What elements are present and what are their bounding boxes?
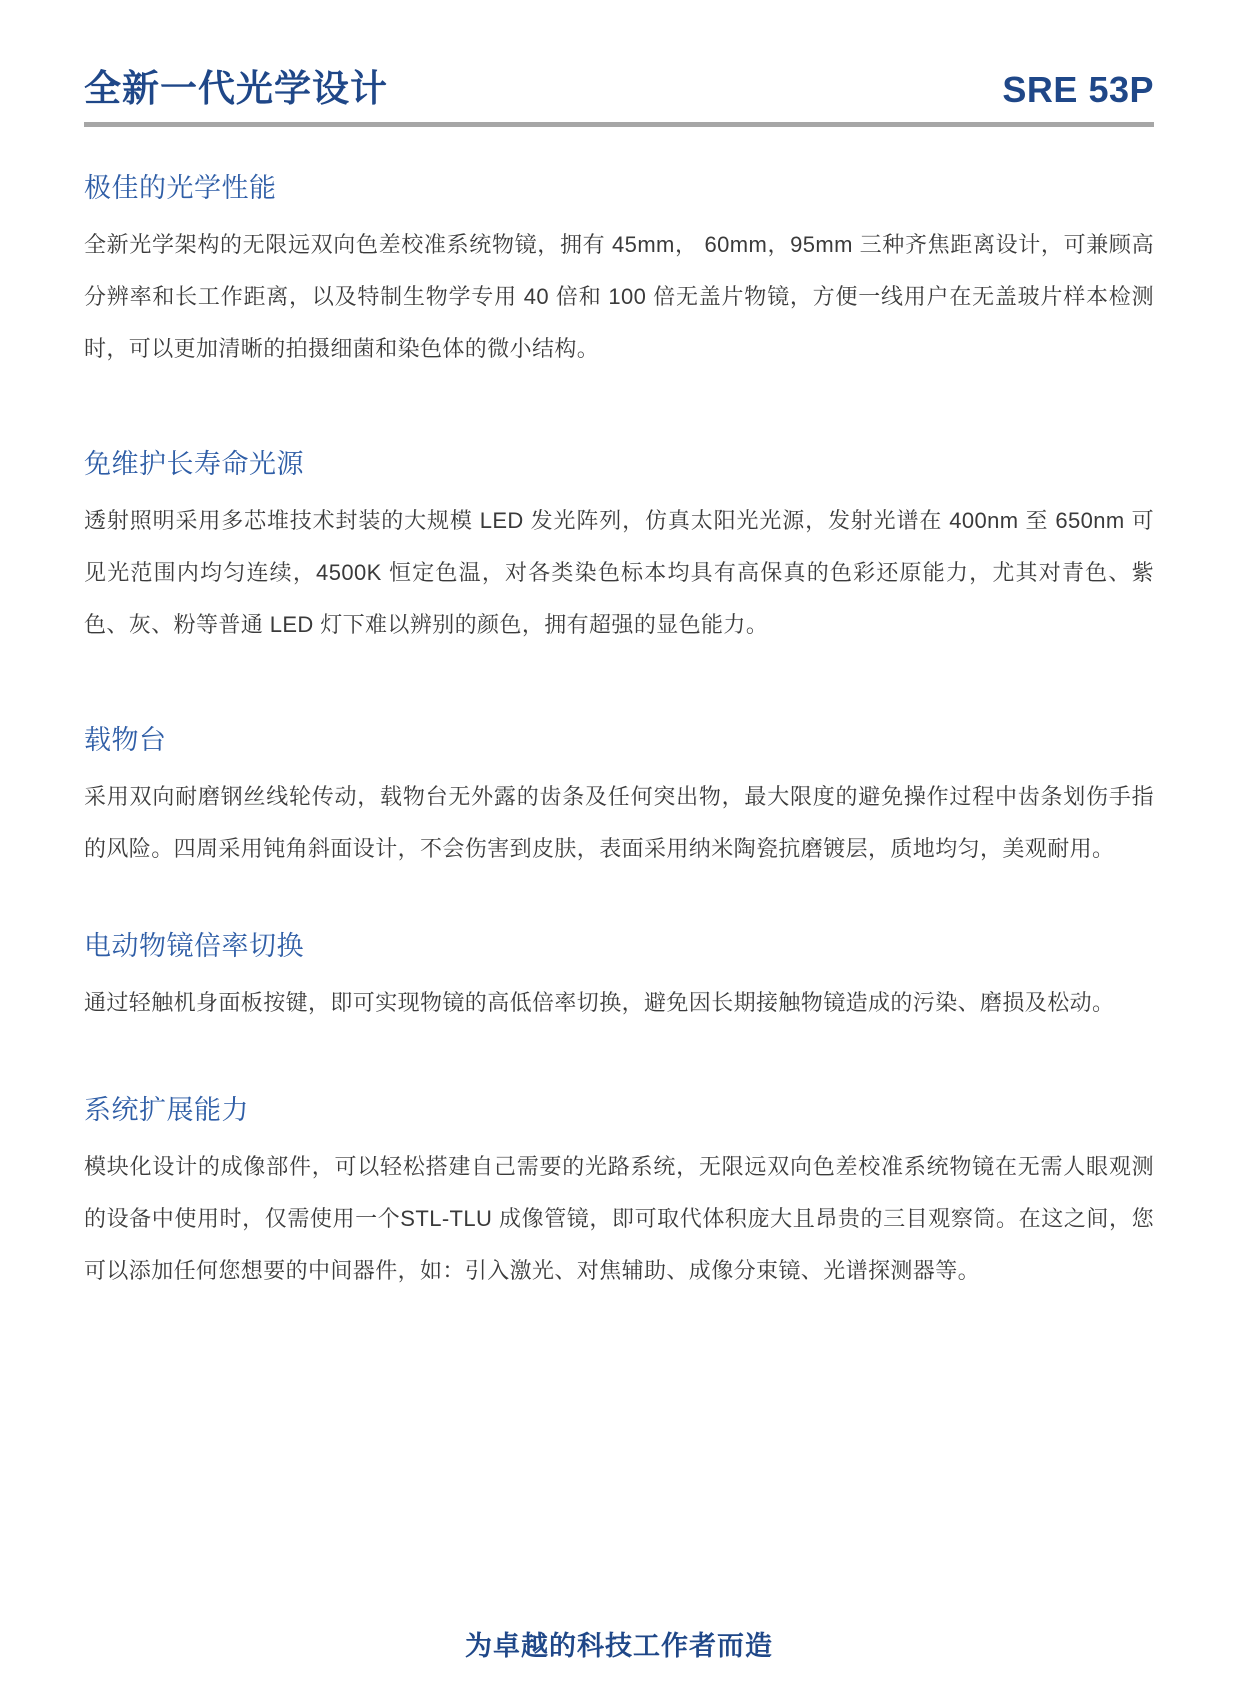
section-system-expandability [84,1091,1154,1297]
section-body: 模块化设计的成像部件，可以轻松搭建自己需要的光路系统，无限远双向色差校准系统物镜在无需人眼观测的设备中使用时，仅需使用一个STL-TLU 成像管镜，即可取代体积庞大且昂贵的三目观察筒。在这之间，您可以添加任何您想要的中间器件，如：引入激光、对焦辅助、成像分束镜、光谱探测器等。 [84,1154,1154,1284]
section-body: 采用双向耐磨钢丝线轮传动，载物台无外露的齿条及任何突出物，最大限度的避免操作过程中齿条划伤手指的风险。四周采用钝角斜面设计，不会伤害到皮肤，表面采用纳米陶瓷抗磨镀层，质地均匀，美观耐用。 [84,784,1154,862]
section-heading: 免维护长寿命光源 [84,449,304,480]
page-footer [0,1624,1238,1663]
section-body: 透射照明采用多芯堆技术封装的大规模 LED 发光阵列，仿真太阳光光源，发射光谱在 400nm 至 650nm 可见光范围内均匀连续，4500K 恒定色温，对各类染色标本均具有高保真的色彩还原能力，尤其对青色、紫色、灰、粉等普通 LED 灯下难以辨别的颜色，拥有超强的显色能力。 [84,508,1154,638]
section-heading: 极佳的光学性能 [84,173,277,204]
footer-tagline: 为卓越的科技工作者而造 [465,1631,773,1661]
section-optical-performance [84,169,1154,375]
page-header [84,66,1154,112]
header-divider [84,122,1154,127]
section-body: 通过轻触机身面板按键，即可实现物镜的高低倍率切换，避免因长期接触物镜造成的污染、磨损及松动。 [84,990,1115,1016]
model-number: SRE 53P [1002,69,1154,111]
section-stage [84,721,1154,875]
section-body: 全新光学架构的无限远双向色差校准系统物镜，拥有 45mm， 60mm，95mm 三种齐焦距离设计，可兼顾高分辨率和长工作距离，以及特制生物学专用 40 倍和 100 倍无盖片物镜，方便一线用户在无盖玻片样本检测时，可以更加清晰的拍摄细菌和染色体的微小结构。 [84,232,1154,362]
section-motorized-objective-switch [84,927,1154,1029]
section-heading: 电动物镜倍率切换 [84,931,304,962]
page-title: 全新一代光学设计 [84,68,388,109]
section-heading: 系统扩展能力 [84,1095,249,1126]
section-light-source [84,445,1154,651]
section-heading: 载物台 [84,725,167,756]
